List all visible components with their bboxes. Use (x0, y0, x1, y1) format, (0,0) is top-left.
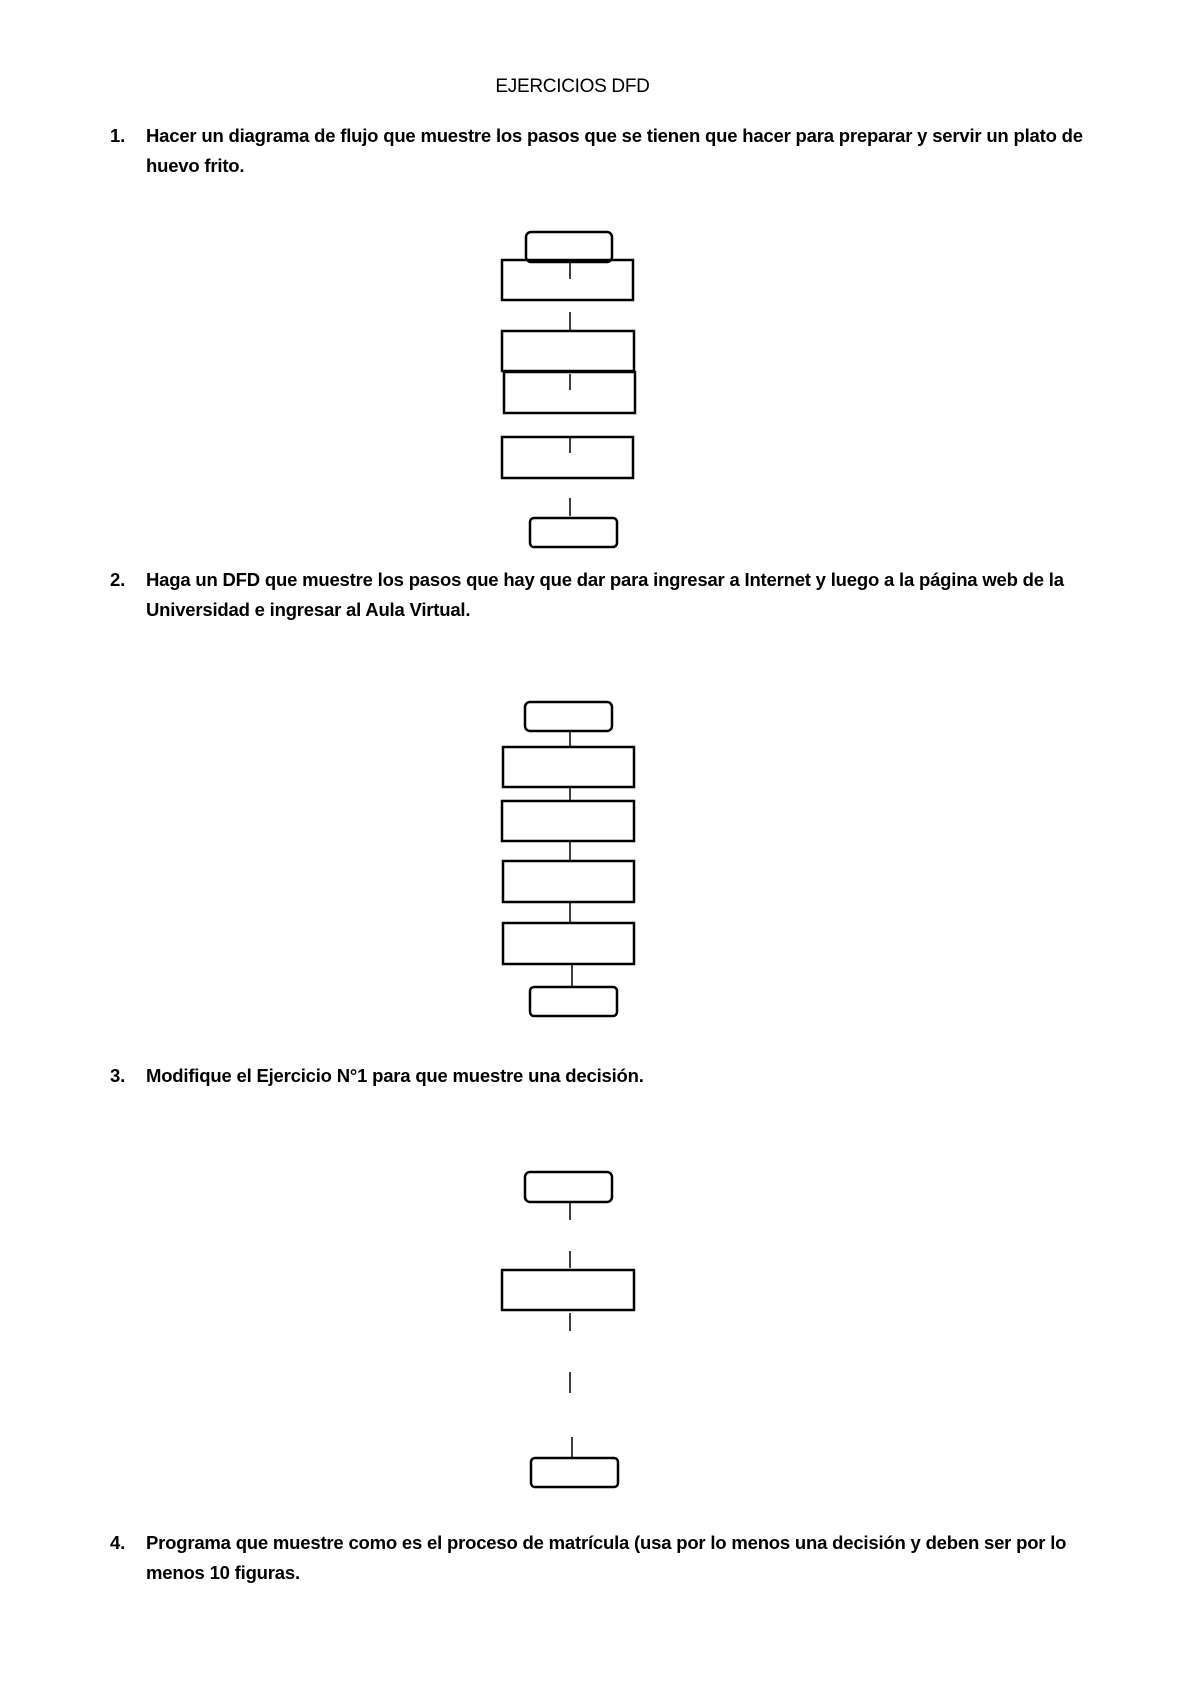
flowchart-start-terminal (525, 702, 612, 731)
flowchart-end-terminal (530, 518, 617, 547)
document-title: EJERCICIOS DFD (495, 76, 650, 97)
flowchart-process-box (503, 747, 634, 787)
flowchart-end-terminal (530, 987, 617, 1016)
exercise-number: 4. (110, 1532, 126, 1553)
exercise-number: 1. (110, 125, 126, 146)
flowchart-start-terminal (525, 1172, 612, 1202)
flowchart-process-box (503, 923, 634, 964)
flowchart-process-box (503, 861, 634, 902)
exercise-text: Haga un DFD que muestre los pasos que hay que dar para ingresar a Internet y luego a la página web de la Universidad e ingresar al Aula Virtual. (146, 569, 1064, 620)
flowchart-process-box (502, 801, 634, 841)
exercise-text: Modifique el Ejercicio N°1 para que muestre una decisión. (146, 1065, 644, 1086)
flowchart-process-box (502, 331, 634, 371)
flowchart-process-box (502, 260, 633, 300)
flowchart-3 (502, 1172, 634, 1487)
flowchart-start-terminal (526, 232, 612, 262)
exercise-text: Programa que muestre como es el proceso de matrícula (usa por lo menos una decisión y deben ser por lo menos 10 figuras. (146, 1532, 1067, 1583)
flowchart-2 (502, 702, 634, 1016)
exercise-number: 3. (110, 1065, 126, 1086)
flowchart-process-box (502, 1270, 634, 1310)
exercise-text: Hacer un diagrama de flujo que muestre los pasos que se tienen que hacer para preparar y servir un plato de huevo frito. (146, 125, 1083, 176)
flowchart-process-box (502, 437, 633, 478)
flowchart-1 (502, 232, 635, 547)
flowchart-end-terminal (531, 1458, 618, 1487)
exercise-number: 2. (110, 569, 126, 590)
